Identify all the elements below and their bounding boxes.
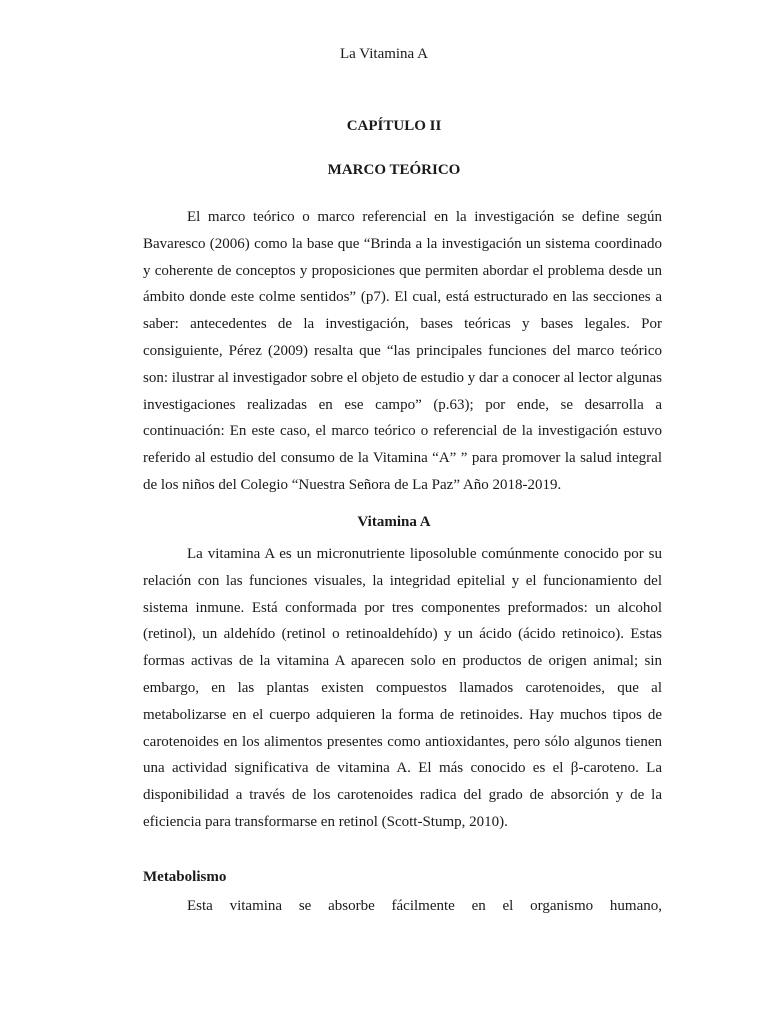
vitamina-a-paragraph: La vitamina A es un micronutriente liposoluble comúnmente conocido por su relación con las funciones visuales, la integridad epitelial y el funcionamiento del sistema inmune. Está conformada por tres componentes preformados: un alcohol (retinol), un aldehído (retinol o retinoaldehído) y un ácido (ácido retinoico). Estas formas activas de la vitamina A aparecen solo en productos de origen animal; sin embargo, en las plantas existen compuestos llamados carotenoides, que al metabolizarse en el cuerpo adquieren la forma de retinoides. Hay muchos tipos de carotenoides en los alimentos presentes como antioxidantes, pero sólo algunos tienen una actividad significativa de vitamina A. El más conocido es el β-caroteno. La disponibilidad a través de los carotenoides radica del grado de absorción y de la eficiencia para transformarse en retinol (Scott-Stump, 2010). <box>143 546 662 830</box>
section-heading-metabolismo: Metabolismo <box>143 869 227 885</box>
vitamina-a-paragraph-block <box>143 541 662 836</box>
running-header: La Vitamina A <box>340 46 428 62</box>
intro-paragraph-block <box>143 204 662 499</box>
chapter-title: MARCO TEÓRICO <box>327 162 461 178</box>
section-heading-vitamina-a: Vitamina A <box>357 514 431 530</box>
intro-paragraph: El marco teórico o marco referencial en la investigación se define según Bavaresco (2006) como la base que “Brinda a la investigación un sistema coordinado y coherente de conceptos y proposiciones que permiten abordar el problema desde un ámbito donde este colme sentidos” (p7). El cual, está estructurado en las secciones a saber: antecedentes de la investigación, bases teóricas y bases legales. Por consiguiente, Pérez (2009) resalta que “las principales funciones del marco teórico son: ilustrar al investigador sobre el objeto de estudio y dar a conocer al lector algunas investigaciones realizadas en ese campo” (p.63); por ende, se desarrolla a continuación: En este caso, el marco teórico o referencial de la investigación estuvo referido al estudio del consumo de la Vitamina “A” ” para promover la salud integral de los niños del Colegio “Nuestra Señora de La Paz” Año 2018-2019. <box>143 209 662 493</box>
metabolismo-paragraph: Esta vitamina se absorbe fácilmente en el organismo humano, <box>187 898 662 914</box>
chapter-number: CAPÍTULO II <box>346 118 442 134</box>
metabolismo-paragraph-block <box>143 893 662 920</box>
